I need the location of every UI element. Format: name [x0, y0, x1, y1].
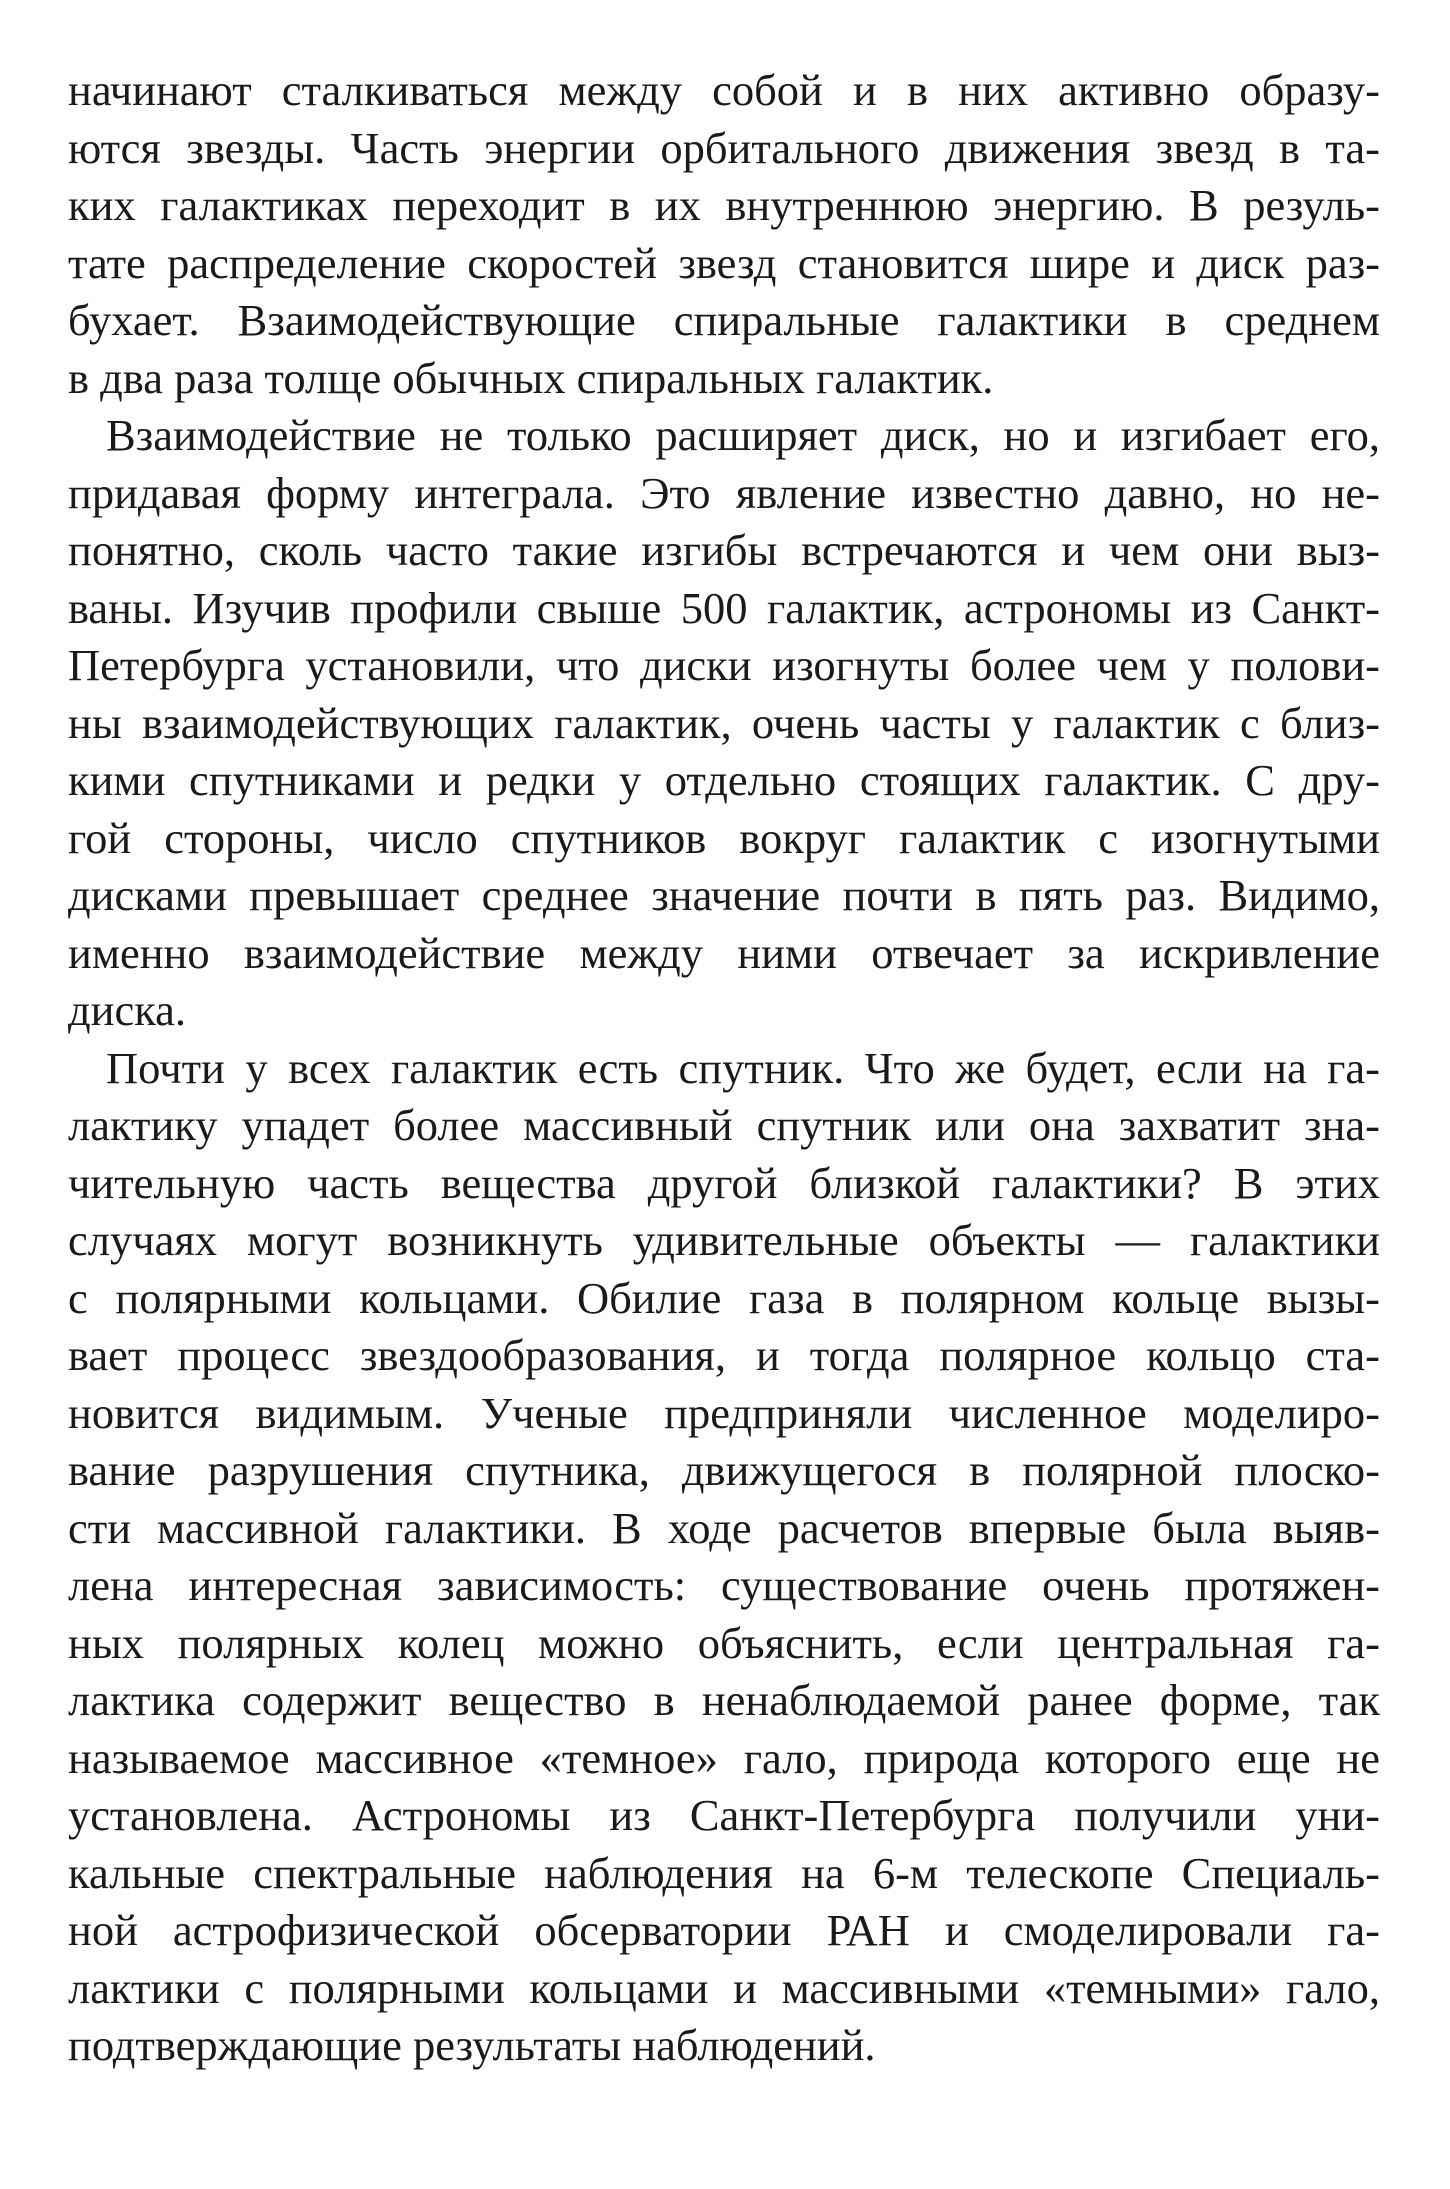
text-line: вает процесс звездообразования, и тогда полярное кольцо ста-	[68, 1330, 1380, 1380]
text-line: ются звезды. Часть энергии орбитального движения звезд в та-	[68, 122, 1380, 173]
text-line: дисками превышает среднее значение почти в пять раз. Видимо,	[68, 870, 1380, 920]
text-line: ных полярных колец можно объяснить, если центральная га-	[68, 1617, 1380, 1668]
text-line: подтверждающие результаты наблюдений.	[68, 2020, 876, 2070]
text-line: с полярными кольцами. Обилие газа в полярном кольце вызы-	[68, 1272, 1380, 1323]
text-line: ких галактиках переходит в их внутреннюю энергию. В резуль-	[68, 180, 1380, 230]
text-line: лактики с полярными кольцами и массивными «темными» гало,	[68, 1962, 1380, 2013]
text-line: кими спутниками и редки у отдельно стоящих галактик. С дру-	[68, 755, 1380, 805]
text-line: установлена. Астрономы из Санкт-Петербурга получили уни-	[68, 1790, 1380, 1840]
text-line: бухает. Взаимодействующие спиральные галактики в среднем	[68, 295, 1380, 345]
text-line: кальные спектральные наблюдения на 6-м телескопе Специаль-	[68, 1847, 1380, 1898]
text-line: придавая форму интеграла. Это явление известно давно, но не-	[68, 467, 1380, 518]
text-line: начинают сталкиваться между собой и в них активно образу-	[68, 65, 1380, 115]
text-line: гой стороны, число спутников вокруг галактик с изогнутыми	[68, 812, 1380, 863]
text-line: новится видимым. Ученые предприняли численное моделиро-	[68, 1387, 1380, 1438]
paragraph-1	[68, 62, 1380, 407]
text-line: Взаимодействие не только расширяет диск, но и изгибает его,	[106, 410, 1380, 460]
text-line: ваны. Изучив профили свыше 500 галактик, астрономы из Санкт-	[68, 582, 1380, 633]
text-line: в два раза толще обычных спиральных галактик.	[68, 352, 994, 403]
text-line: Петербурга установили, что диски изогнуты более чем у полови-	[68, 640, 1380, 690]
text-line: чительную часть вещества другой близкой галактики? В этих	[68, 1157, 1380, 1208]
text-line: лена интересная зависимость: существование очень протяжен-	[68, 1560, 1380, 1610]
text-line: лактика содержит вещество в ненаблюдаемой ранее форме, так	[68, 1675, 1380, 1725]
paragraph-3	[68, 1040, 1380, 2075]
text-line: сти массивной галактики. В ходе расчетов впервые была выяв-	[68, 1502, 1380, 1553]
text-line: вание разрушения спутника, движущегося в полярной плоско-	[68, 1445, 1380, 1495]
text-line: Почти у всех галактик есть спутник. Что же будет, если на га-	[106, 1042, 1380, 1093]
text-line: именно взаимодействие между ними отвечает за искривление	[68, 927, 1380, 978]
text-line: лактику упадет более массивный спутник или она захватит зна-	[68, 1100, 1380, 1150]
text-line: диска.	[68, 985, 187, 1035]
text-line: тате распределение скоростей звезд становится шире и диск раз-	[68, 237, 1380, 288]
text-line: понятно, сколь часто такие изгибы встречаются и чем они выз-	[68, 525, 1380, 575]
text-line: случаях могут возникнуть удивительные объекты — галактики	[68, 1215, 1380, 1265]
text-line: ны взаимодействующих галактик, очень часты у галактик с близ-	[68, 697, 1380, 748]
text-line: называемое массивное «темное» гало, природа которого еще не	[68, 1732, 1380, 1783]
article-body	[68, 62, 1380, 2075]
paragraph-2	[68, 407, 1380, 1040]
text-line: ной астрофизической обсерватории РАН и смоделировали га-	[68, 1905, 1380, 1955]
